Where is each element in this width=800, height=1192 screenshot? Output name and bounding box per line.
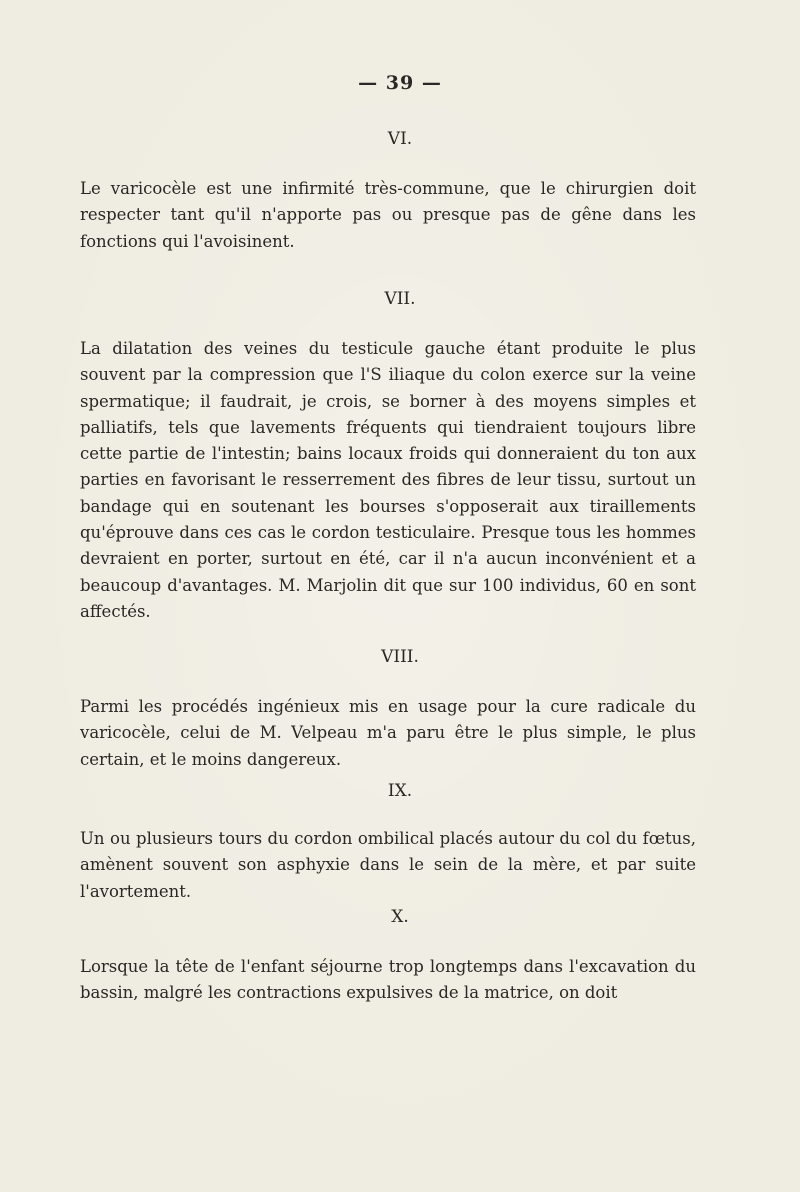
section-heading-ix: IX. — [387, 781, 413, 801]
page-number: — 39 — — [358, 72, 442, 94]
section-text-vii: La dilatation des veines du testicule gauche étant produite le plus souvent par la compression que l'S iliaque du colon exerce sur la veine spermatique; il faudrait, je crois, se borner à des moyens simples et palliatifs, tels que lavements fréquents qui tiendraient toujours libre cette partie de l'intestin; bains locaux froids qui donneraient du ton aux parties en favorisant le resserrement des fibres de leur tissu, surtout un bandage qui en soutenant les bourses s'opposerait aux tiraillements qu'éprouve dans ces cas le cordon testiculaire. Presque tous les hommes devraient en porter, surtout en été, car il n'a aucun inconvénient et a beaucoup d'avantages. M. Marjolin dit que sur 100 individus, 60 en sont affectés. — [80, 339, 696, 621]
section-text-viii: Parmi les procédés ingénieux mis en usage pour la cure radicale du varicocèle, celui de M. Velpeau m'a paru être le plus simple, le plus certain, et le moins dangereux. — [80, 697, 696, 769]
section-heading-vii: VII. — [384, 289, 416, 309]
section-text-vi: Le varicocèle est une infirmité très-commune, que le chirurgien doit respecter tant qu'il n'apporte pas ou presque pas de gêne dans les fonctions qui l'avoisinent. — [80, 179, 696, 251]
section-heading-x: X. — [391, 907, 409, 927]
section-heading-vi: VI. — [387, 129, 413, 149]
section-text-x: Lorsque la tête de l'enfant séjourne trop longtemps dans l'excavation du bassin, malgré les contractions expulsives de la matrice, on doit — [80, 957, 696, 1003]
section-heading-viii: VIII. — [381, 647, 419, 667]
section-text-ix: Un ou plusieurs tours du cordon ombilical placés autour du col du fœtus, amènent souvent son asphyxie dans le sein de la mère, et par suite l'avortement. — [80, 829, 696, 901]
